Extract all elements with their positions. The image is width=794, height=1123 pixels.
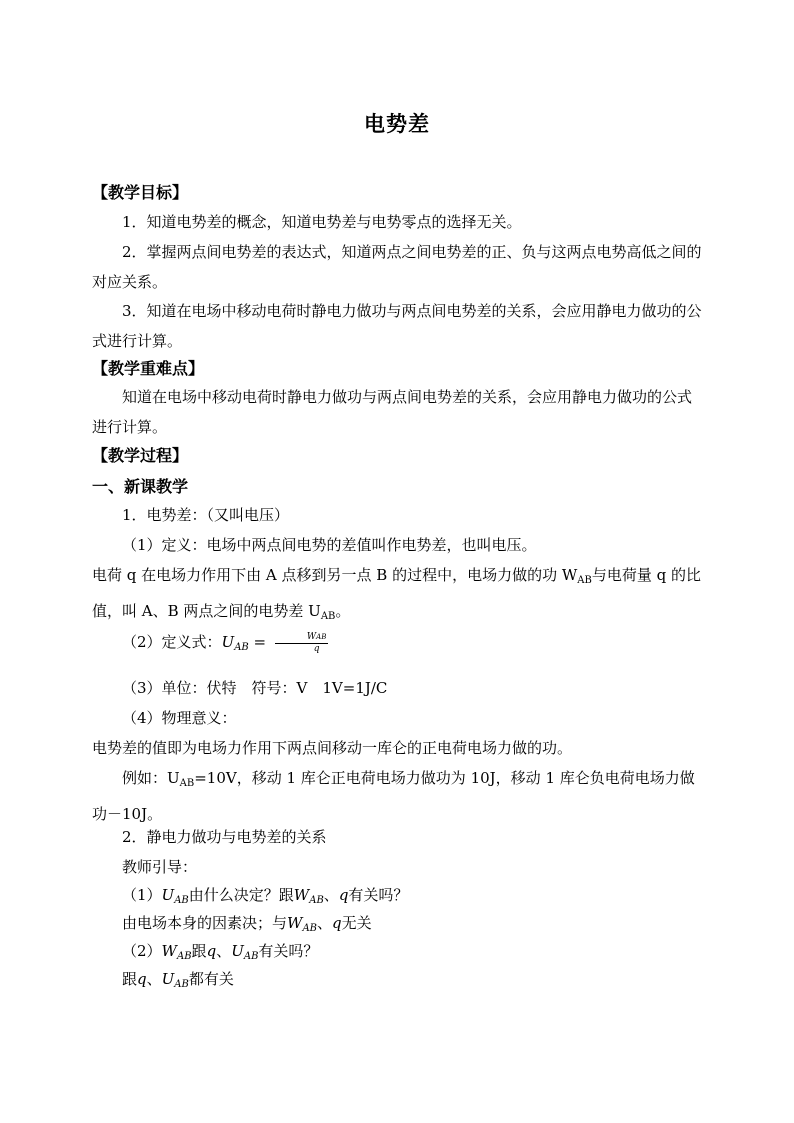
heading-process: 【教学过程】 bbox=[92, 446, 189, 465]
goal-3: 3．知道在电场中移动电荷时静电力做功与两点间电势差的关系，会应用静电力做功的公式进行计算。 bbox=[92, 302, 702, 350]
heading-difficulty: 【教学重难点】 bbox=[92, 359, 205, 378]
definition-formula: （2）定义式：$U_{AB}$ = $\frac{\text{WAB}}{q}$ bbox=[122, 631, 327, 654]
page-title: 电势差 bbox=[364, 111, 430, 136]
unit-text: （3）单位：伏特 符号：V 1V=1J/C bbox=[122, 679, 388, 697]
heading-goals: 【教学目标】 bbox=[92, 183, 189, 202]
definition-text: （1）定义：电场中两点间电势的差值叫作电势差，也叫电压。 bbox=[122, 536, 537, 554]
question-2: $(2)W_{AB}$跟q、$U_{AB}$有关吗？ bbox=[122, 942, 319, 962]
example-text: 例如：$U_{AB}=10V$，移动 1 库仑正电荷电场力做功为 10J，移动 1 库仑负电荷电场力做功－10J。 bbox=[92, 769, 695, 823]
meaning-text: 电势差的值即为电场力作用下两点间移动一库仑的正电荷电场力做的功。 bbox=[92, 739, 573, 757]
difficulty-text: 知道在电场中移动电荷时静电力做功与两点间电势差的关系，会应用静电力做功的公式进行计算。 bbox=[92, 388, 693, 436]
goal-1: 1．知道电势差的概念，知道电势差与电势零点的选择无关。 bbox=[122, 213, 522, 231]
part-new-lesson: 一、新课教学 bbox=[92, 477, 189, 496]
goal-2: 2．掌握两点间电势差的表达式，知道两点之间电势差的正、负与这两点电势高低之间的对应关系。 bbox=[92, 243, 702, 291]
teacher-guide: 教师引导： bbox=[122, 858, 198, 876]
item-potential-difference: 1．电势差：（又叫电压） bbox=[122, 506, 290, 524]
item-work-relation: 2．静电力做功与电势差的关系 bbox=[122, 828, 327, 846]
formula-fraction: $\frac{\text{WAB}}{q}$ bbox=[275, 632, 328, 655]
answer-2: 跟q、$U_{AB}$都有关 bbox=[122, 970, 234, 990]
question-1: $(1)U_{AB}$由什么决定？跟$W_{AB}$、q有关吗？ bbox=[122, 886, 409, 906]
answer-1: 由电场本身的因素决；与$W_{AB}$、q无关 bbox=[122, 914, 372, 934]
charge-definition: 电荷 q 在电场力作用下由 A 点移到另一点 B 的过程中，电场力做的功 $W_{AB}$与电荷量 q 的比值，叫 A、B 两点之间的电势差 $U_{AB}$。 bbox=[92, 566, 701, 622]
meaning-label: （4）物理意义： bbox=[122, 709, 237, 727]
